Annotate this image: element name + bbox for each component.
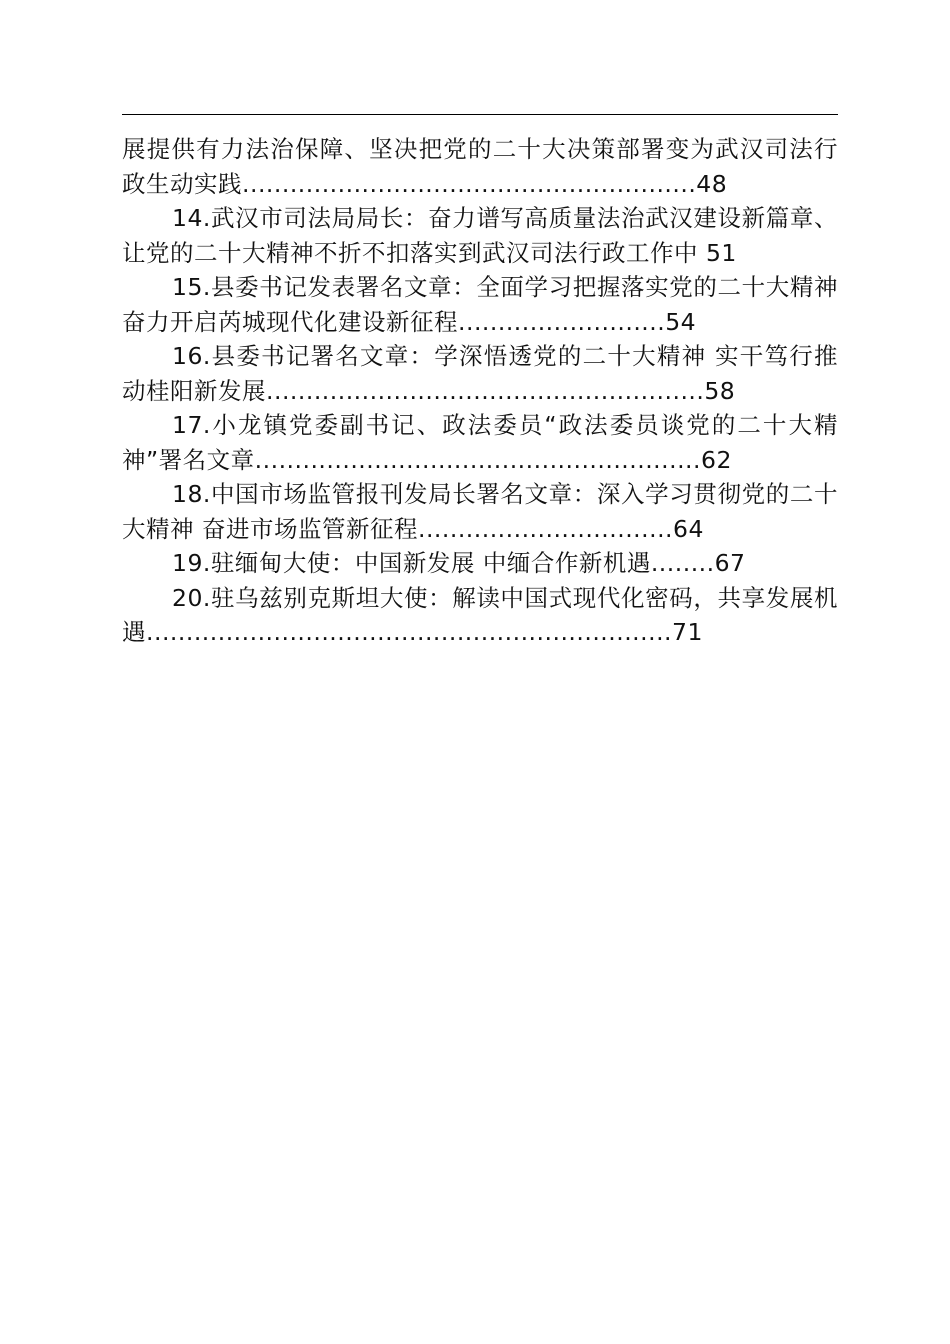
toc-entry-14 bbox=[122, 201, 838, 270]
toc-entry-15 bbox=[122, 270, 838, 339]
toc-entry-19 bbox=[122, 546, 838, 581]
table-of-contents bbox=[122, 132, 838, 650]
toc-entry-18 bbox=[122, 477, 838, 546]
toc-entry-13-continued bbox=[122, 132, 838, 201]
header-rule bbox=[122, 114, 838, 115]
toc-entry-text: 20.驻乌兹别克斯坦大使：解读中国式现代化密码，共享发展机遇..................................................................71 bbox=[122, 583, 838, 646]
toc-entry-text: 19.驻缅甸大使：中国新发展 中缅合作新机遇........67 bbox=[172, 549, 746, 577]
toc-entry-text: 16.县委书记署名文章：学深悟透党的二十大精神 实干笃行推动桂阳新发展.......................................................58 bbox=[122, 342, 838, 405]
toc-entry-text: 14.武汉市司法局局长：奋力谱写高质量法治武汉建设新篇章、让党的二十大精神不折不扣落实到武汉司法行政工作中 51 bbox=[122, 204, 838, 267]
toc-entry-text: 17.小龙镇党委副书记、政法委员“政法委员谈党的二十大精神”署名文章........................................................62 bbox=[122, 411, 838, 474]
toc-entry-text: 展提供有力法治保障、坚决把党的二十大决策部署变为武汉司法行政生动实践.........................................................48 bbox=[122, 135, 838, 198]
toc-entry-16 bbox=[122, 339, 838, 408]
toc-entry-text: 15.县委书记发表署名文章：全面学习把握落实党的二十大精神 奋力开启芮城现代化建设新征程..........................54 bbox=[122, 273, 838, 336]
toc-entry-17 bbox=[122, 408, 838, 477]
toc-entry-20 bbox=[122, 581, 838, 650]
toc-entry-text: 18.中国市场监管报刊发局长署名文章：深入学习贯彻党的二十大精神 奋进市场监管新征程................................64 bbox=[122, 480, 838, 543]
